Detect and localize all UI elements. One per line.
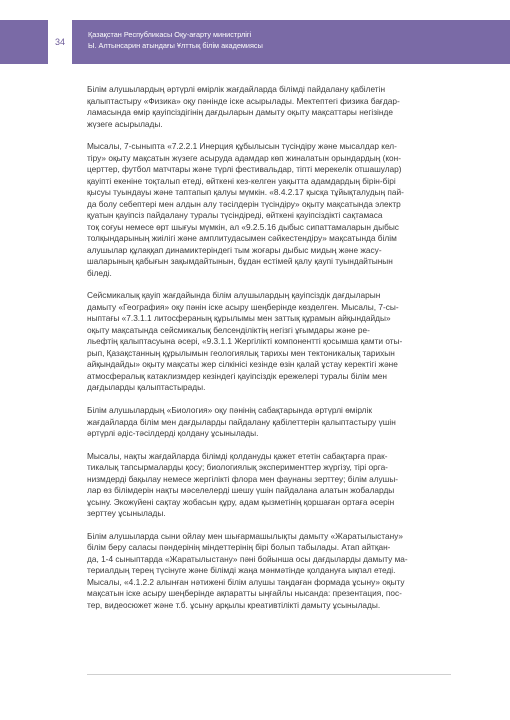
paragraph-geography: Сейсмикалық қауіп жағдайында білім алушылардың қауіпсіздік дағдыларын дамыту «География» оқу пәнін іске асыру шеңберінде көзделген. Мысалы, 7-сы- ныптағы «7.3.1.1 литосфераның құрылымы мен заттық құрамын айқындайды» оқыту мақсатында сейсмикалық белсенділіктің негізгі ұғымдары және ре- льефтің қалыптасуына әсері, «9.3.1.1 Жергіліктi компонентті қосымша қамти оты- рып, Қазақстанның құрылымын геологиялық тарихы мен тектоникалық тарихын айқындайды» оқыту мақсаты жер сілкінісі кезінде өзін қалай ұстау керектігі және атмосфералық катаклизмдер кезіндегі қауіпсіздік ережелері туралы білім мен дағдыларды қалыптастырады. bbox=[87, 290, 403, 393]
header-text bbox=[88, 29, 263, 51]
header-ministry: Қазақстан Республикасы Оқу-ағарту министрлігі bbox=[88, 30, 252, 39]
paragraph-biology-intro: Білім алушылардың «Биология» оқу пәнінің сабақтарында әртүрлі өмірлік жағдайларда білім мен дағдыларды пайдалану қабілеттерін қалыптастыру үшін әртүрлі әдіс-тәсілдерді қолдану ұсынылады. bbox=[87, 405, 396, 439]
header-academy: Ы. Алтынсарин атындағы Ұлттық білім академиясы bbox=[88, 41, 263, 50]
footer-divider bbox=[87, 674, 451, 675]
page-body bbox=[87, 84, 451, 623]
paragraph-natural-science: Білім алушыларда сыни ойлау мен шығармашылықты дамыту «Жаратылыстану» білім беру саласы пәндерінің міндеттерінің бірі болып табылады. Атап айтқан- да, 1-4 сыныптарда «Жаратылыстану» пәні бойынша осы дағдыларды дамыту ма- териалдың терең түсінуге және білімді жаңа мәнмәтінде қолдануға ықпал етеді. Мысалы, «4.1.2.2 алынған нәтижені білім алушы таңдаған формада ұсыну» оқыту мақсатын іске асыру шеңберінде ақпаратты ыңғайлы нысанда: презентация, пос- тер, видеосюжет және т.б. ұсыну арқылы креативтілікті дамыту ұсынылады. bbox=[87, 530, 408, 610]
paragraph-physics-examples: Мысалы, 7-сыныпта «7.2.2.1 Инерция құбылысын түсіндіру және мысалдар кел- тіру» оқыту мақсатын жүзеге асыруда адамдар көп жиналатын орындардың (кон- церттер, футбол матчтары және түрлі фестивальдар, тіпті мерекелік отшашулар) қауіпті екеніне тоқталып етеді, өйткені кез-келген уақытта адамдардың бірін-бірі қысуы туындауы және таптапып қалуы мүмкін. «8.4.2.17 қысқа тұйықталудың пай- да болу себептері мен алдын алу тәсілдерін түсіндіру» оқыту мақсатында электр қуатын қауіпсіз пайдалану туралы түсіндіреді, өйткені қауіпсіздікті сақтамаса тоқ соғуы немесе өрт шығуы мүмкін, ал «9.2.5.16 дыбыс сипаттамаларын дыбыс толқындарының жиілігі және амплитудасымен сәйкестендіру» мақсатында білім алушылар құлаққап динамиктеріндегі тым жоғары дыбыс мидың және жасу- шаларының қабығын зақымдайтынын, бұдан естімей қалу қаупі туындайтынын біледі. bbox=[87, 141, 404, 278]
paragraph-physics-intro: Білім алушылардың әртүрлі өмірлік жағдайларда білімді пайдалану қабілетін қалыптастыру «Физика» оқу пәнінде іске асырылады. Мектептегі физика бағдар- ламасында өмір қауіпсіздігінің дағдыларын дамыту оқыту мақсаттары негізінде жүзеге асырылады. bbox=[87, 84, 400, 129]
paragraph-biology-examples: Мысалы, нақты жағдайларда білімді қолдануды қажет ететін сабақтарға прак- тикалық тапсырмаларды қосу; биологиялық эксперименттер жүргізу, тірі орга- низмдерді бақылау немесе жергілікті флора мен фаунаны зерттеу; білім алушы- лар өз білімдерін нақты мәселелерді шешу үшін пайдалана алатын жобаларды ұсыну. Экожүйені сақтау жобасын құру, адам қызметінің қоршаған ортаға әсерін зерттеу ұсынылады. bbox=[87, 450, 399, 519]
page-number: 34 bbox=[48, 20, 72, 64]
